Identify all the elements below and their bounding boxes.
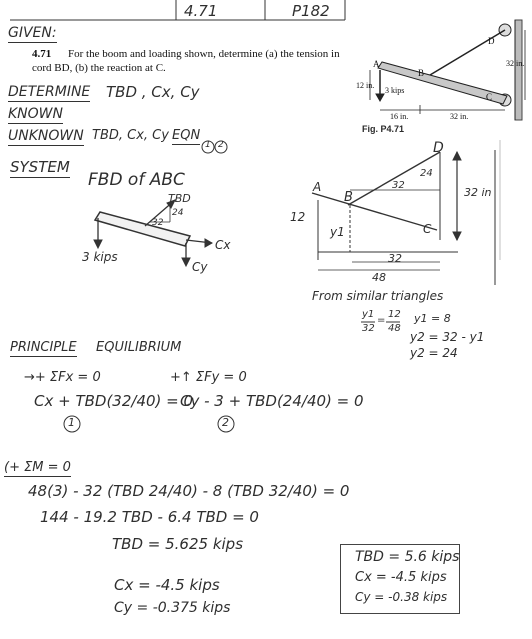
- fig-label-A: A: [373, 59, 380, 69]
- fbd-title: FBD of ABC: [88, 170, 185, 190]
- y2-equation: y2 = 32 - y1: [410, 330, 485, 344]
- answer-cx: Cx = -4.5 kips: [355, 570, 447, 585]
- fig-label-B: B: [418, 68, 425, 78]
- system-label: SYSTEM: [10, 158, 70, 176]
- fig-dim-left: 16 in.: [390, 112, 409, 121]
- moment-line-2: 144 - 19.2 TBD - 6.4 TBD = 0: [40, 508, 259, 526]
- eqn-label: EQN: [172, 128, 201, 143]
- fy-equation: Cy - 3 + TBD(24/40) = 0: [180, 392, 364, 410]
- fbd-24: 24: [172, 208, 184, 218]
- principle-value: EQUILIBRIUM: [96, 340, 182, 355]
- unknown-value: TBD, Cx, Cy: [92, 128, 169, 143]
- ratio-rhs-den: 48: [388, 323, 401, 334]
- wall: [515, 20, 522, 120]
- geo-y1: y1: [330, 225, 345, 239]
- fy-equation-number: 2: [222, 416, 229, 429]
- y2-result: y2 = 24: [410, 346, 458, 360]
- answer-box: [340, 544, 460, 614]
- fx-equation-number: 1: [68, 416, 75, 429]
- moment-line-1: 48(3) - 32 (TBD 24/40) - 8 (TBD 32/40) = 0: [28, 482, 350, 500]
- principle-label: PRINCIPLE: [10, 340, 77, 355]
- sum-m-label: (+ ΣM = 0: [4, 460, 71, 475]
- cy-result: Cy = -0.375 kips: [114, 600, 231, 616]
- y1-result: y1 = 8: [414, 312, 451, 325]
- ratio-lhs-den: 32: [362, 323, 375, 334]
- header-page: P182: [292, 2, 330, 20]
- geometry-sketch: [312, 150, 495, 285]
- determine-label: DETERMINE: [8, 84, 91, 100]
- geo-32: 32: [388, 252, 402, 265]
- fig-right-height: 32 in.: [506, 59, 525, 68]
- geo-32-top: 32: [392, 180, 405, 191]
- textbook-figure: [370, 20, 525, 120]
- ratio-lhs-num: y1: [362, 309, 375, 320]
- geo-D: D: [433, 140, 444, 156]
- sum-fy-label: +↑ ΣFy = 0: [170, 370, 247, 385]
- geo-12: 12: [290, 210, 306, 224]
- sum-fx-label: →+ ΣFx = 0: [24, 370, 101, 385]
- answer-cy: Cy = -0.38 kips: [355, 590, 448, 604]
- fbd-tbd: TBD: [168, 192, 191, 205]
- fig-load: 3 kips: [385, 86, 405, 95]
- problem-text-2: cord BD, (b) the reaction at C.: [32, 62, 166, 74]
- fbd-cx: Cx: [215, 238, 231, 252]
- fbd-cy: Cy: [192, 260, 208, 274]
- geo-32in: 32 in: [464, 186, 492, 199]
- geo-B: B: [344, 190, 353, 205]
- header-problem-number: 4.71: [184, 2, 218, 20]
- tbd-result: TBD = 5.625 kips: [112, 535, 244, 553]
- problem-text-1: For the boom and loading shown, determine (a) the tension in: [68, 48, 340, 60]
- known-label: KNOWN: [8, 106, 63, 122]
- problem-number: 4.71: [32, 48, 52, 60]
- ratio-rhs-num: 12: [388, 309, 401, 320]
- fig-left-height: 12 in.: [356, 81, 375, 90]
- geo-24: 24: [420, 168, 433, 179]
- eqn-2: 2: [218, 140, 224, 150]
- fig-label-C: C: [486, 92, 493, 102]
- fig-dim-right: 32 in.: [450, 112, 469, 121]
- given-label: GIVEN:: [8, 25, 57, 41]
- fx-equation: Cx + TBD(32/40) = 0: [34, 392, 194, 410]
- fbd-32: 32: [152, 218, 164, 228]
- fig-label-D: D: [488, 36, 495, 46]
- determine-value: TBD , Cx, Cy: [106, 83, 200, 101]
- fbd-load: 3 kips: [82, 250, 118, 264]
- answer-tbd: TBD = 5.6 kips: [355, 549, 460, 565]
- geo-48: 48: [372, 271, 386, 284]
- cx-result: Cx = -4.5 kips: [114, 576, 220, 594]
- similar-triangles-note: From similar triangles: [312, 289, 444, 303]
- fig-caption: Fig. P4.71: [362, 124, 405, 134]
- geo-A: A: [313, 180, 322, 194]
- eqn-1: 1: [205, 140, 211, 150]
- unknown-label: UNKNOWN: [8, 128, 84, 144]
- geo-C: C: [423, 222, 432, 236]
